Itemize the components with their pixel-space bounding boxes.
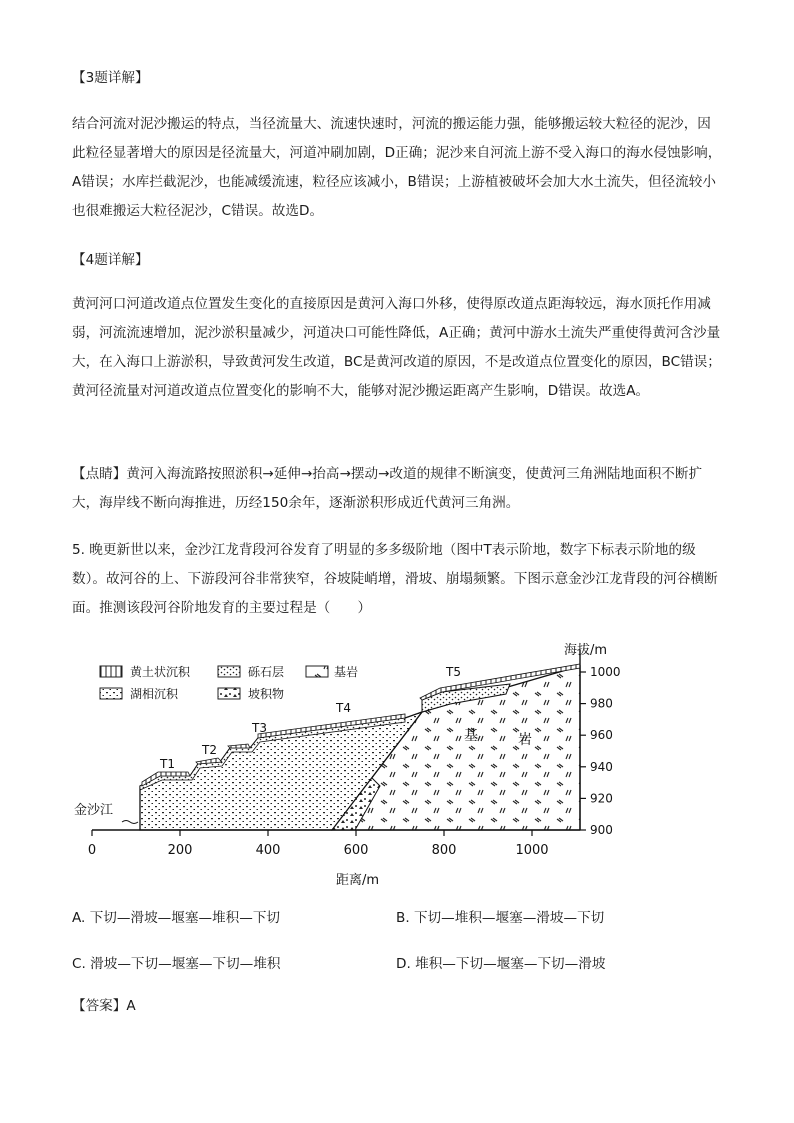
terrace-label-t2: T2 bbox=[202, 743, 217, 757]
legend-swatch-bedrock bbox=[306, 666, 328, 677]
legend bbox=[100, 664, 358, 701]
terrace-label-t1: T1 bbox=[160, 757, 175, 771]
option-c[interactable]: C. 滑坡—下切—堰塞—下切—堆积 bbox=[72, 956, 281, 972]
answer-line bbox=[72, 996, 136, 1016]
legend-label-lacustrine: 湖相沉积 bbox=[130, 687, 179, 701]
bedrock-label-1: 基 bbox=[464, 728, 478, 744]
q3-explanation: 结合河流对泥沙搬运的特点，当径流量大、流速快速时，河流的搬运能力强，能够搬运较大粒径的泥沙，因此粒径显著增大的原因是径流量大，河道冲刷加剧，D正确；泥沙来自河流上游不受入海口的海水侵蚀影响，A错误；水库拦截泥沙，也能减缓流速，粒径应该减小，B错误；上游植被破坏会加大水土流失，但径流较小也很难搬运大粒径泥沙，C错误。故选D。 bbox=[72, 116, 722, 219]
x-axis-title: 距离/m bbox=[336, 873, 380, 888]
option-d[interactable]: D. 堆积—下切—堰塞—下切—滑坡 bbox=[396, 956, 606, 972]
legend-label-gravel: 砾石层 bbox=[248, 665, 285, 679]
x-tick-label: 400 bbox=[255, 843, 281, 858]
y-axis-ticks bbox=[580, 665, 621, 837]
x-axis-ticks bbox=[88, 830, 549, 858]
legend-swatch-lacustrine bbox=[100, 688, 122, 699]
y-tick-label: 920 bbox=[590, 791, 613, 806]
y-tick-label: 940 bbox=[590, 759, 613, 774]
legend-swatch-gravel bbox=[218, 666, 240, 677]
valley-cross-section-figure bbox=[70, 636, 630, 892]
legend-label-loess: 黄土状沉积 bbox=[130, 665, 191, 679]
q4-explanation: 黄河河口河道改道点位置发生变化的直接原因是黄河入海口外移，使得原改道点距海较远，海水顶托作用减弱，河流流速增加，泥沙淤积量减少，河道决口可能性降低，A正确；黄河中游水土流失严重使得黄河含沙量大，在入海口上游淤积，导致黄河发生改道，BC是黄河改道的原因，不是改道点位置变化的原因，BC错误；黄河径流量对河道改道点位置变化的影响不大，能够对泥沙搬运距离产生影响，D错误。故选A。 bbox=[72, 296, 721, 399]
y-tick-label: 960 bbox=[590, 728, 613, 743]
comment-text: 黄河入海流路按照淤积→延伸→抬高→摆动→改道的规律不断演变，使黄河三角洲陆地面积不断扩大，海岸线不断向海推进，历经150余年，逐渐淤积形成近代黄河三角洲。 bbox=[72, 466, 703, 511]
river-label: 金沙江 bbox=[74, 803, 114, 818]
y-tick-label: 1000 bbox=[590, 665, 621, 679]
legend-label-colluvium: 坡积物 bbox=[248, 687, 285, 701]
answer-tag: 【答案】 bbox=[72, 998, 127, 1014]
option-b[interactable]: B. 下切—堆积—堰塞—滑坡—下切 bbox=[396, 910, 605, 926]
q3-tag: 【3题详解】 bbox=[72, 70, 149, 86]
bedrock-label-2: 岩 bbox=[518, 732, 532, 748]
legend-swatch-loess bbox=[100, 666, 122, 677]
x-tick-label: 800 bbox=[431, 843, 457, 858]
q5-stem: 5. 晚更新世以来，金沙江龙背段河谷发育了明显的多多级阶地（图中T表示阶地，数字下标表示阶地的级数）。故河谷的上、下游段河谷非常狭窄，谷坡陡峭增，滑坡、崩塌频繁。下图示意金沙江龙背段的河谷横断面。推测该段河谷阶地发育的主要过程是（ ） bbox=[72, 542, 718, 616]
option-a[interactable]: A. 下切—滑坡—堰塞—堆积—下切 bbox=[72, 910, 281, 926]
terrace-label-t4: T4 bbox=[336, 701, 351, 715]
terrace-label-t3: T3 bbox=[252, 721, 267, 735]
y-tick-label: 980 bbox=[590, 696, 613, 711]
terrace-label-t5: T5 bbox=[446, 665, 461, 679]
comment bbox=[72, 460, 724, 518]
q4-tag: 【4题详解】 bbox=[72, 252, 149, 268]
river-wave bbox=[122, 821, 138, 824]
legend-label-bedrock: 基岩 bbox=[334, 665, 359, 679]
answer-value: A bbox=[126, 998, 136, 1014]
x-tick-label: 600 bbox=[343, 843, 369, 858]
x-tick-label: 1000 bbox=[515, 843, 549, 858]
loess-layer-t3 bbox=[228, 744, 250, 748]
x-tick-label: 0 bbox=[87, 843, 97, 858]
legend-swatch-colluvium bbox=[218, 688, 240, 699]
comment-tag: 【点睛】 bbox=[72, 466, 127, 482]
y-axis-title: 海拔/m bbox=[564, 643, 608, 658]
y-tick-label: 900 bbox=[590, 823, 613, 837]
valley-cross-section-svg bbox=[70, 636, 630, 888]
x-tick-label: 200 bbox=[167, 843, 193, 858]
